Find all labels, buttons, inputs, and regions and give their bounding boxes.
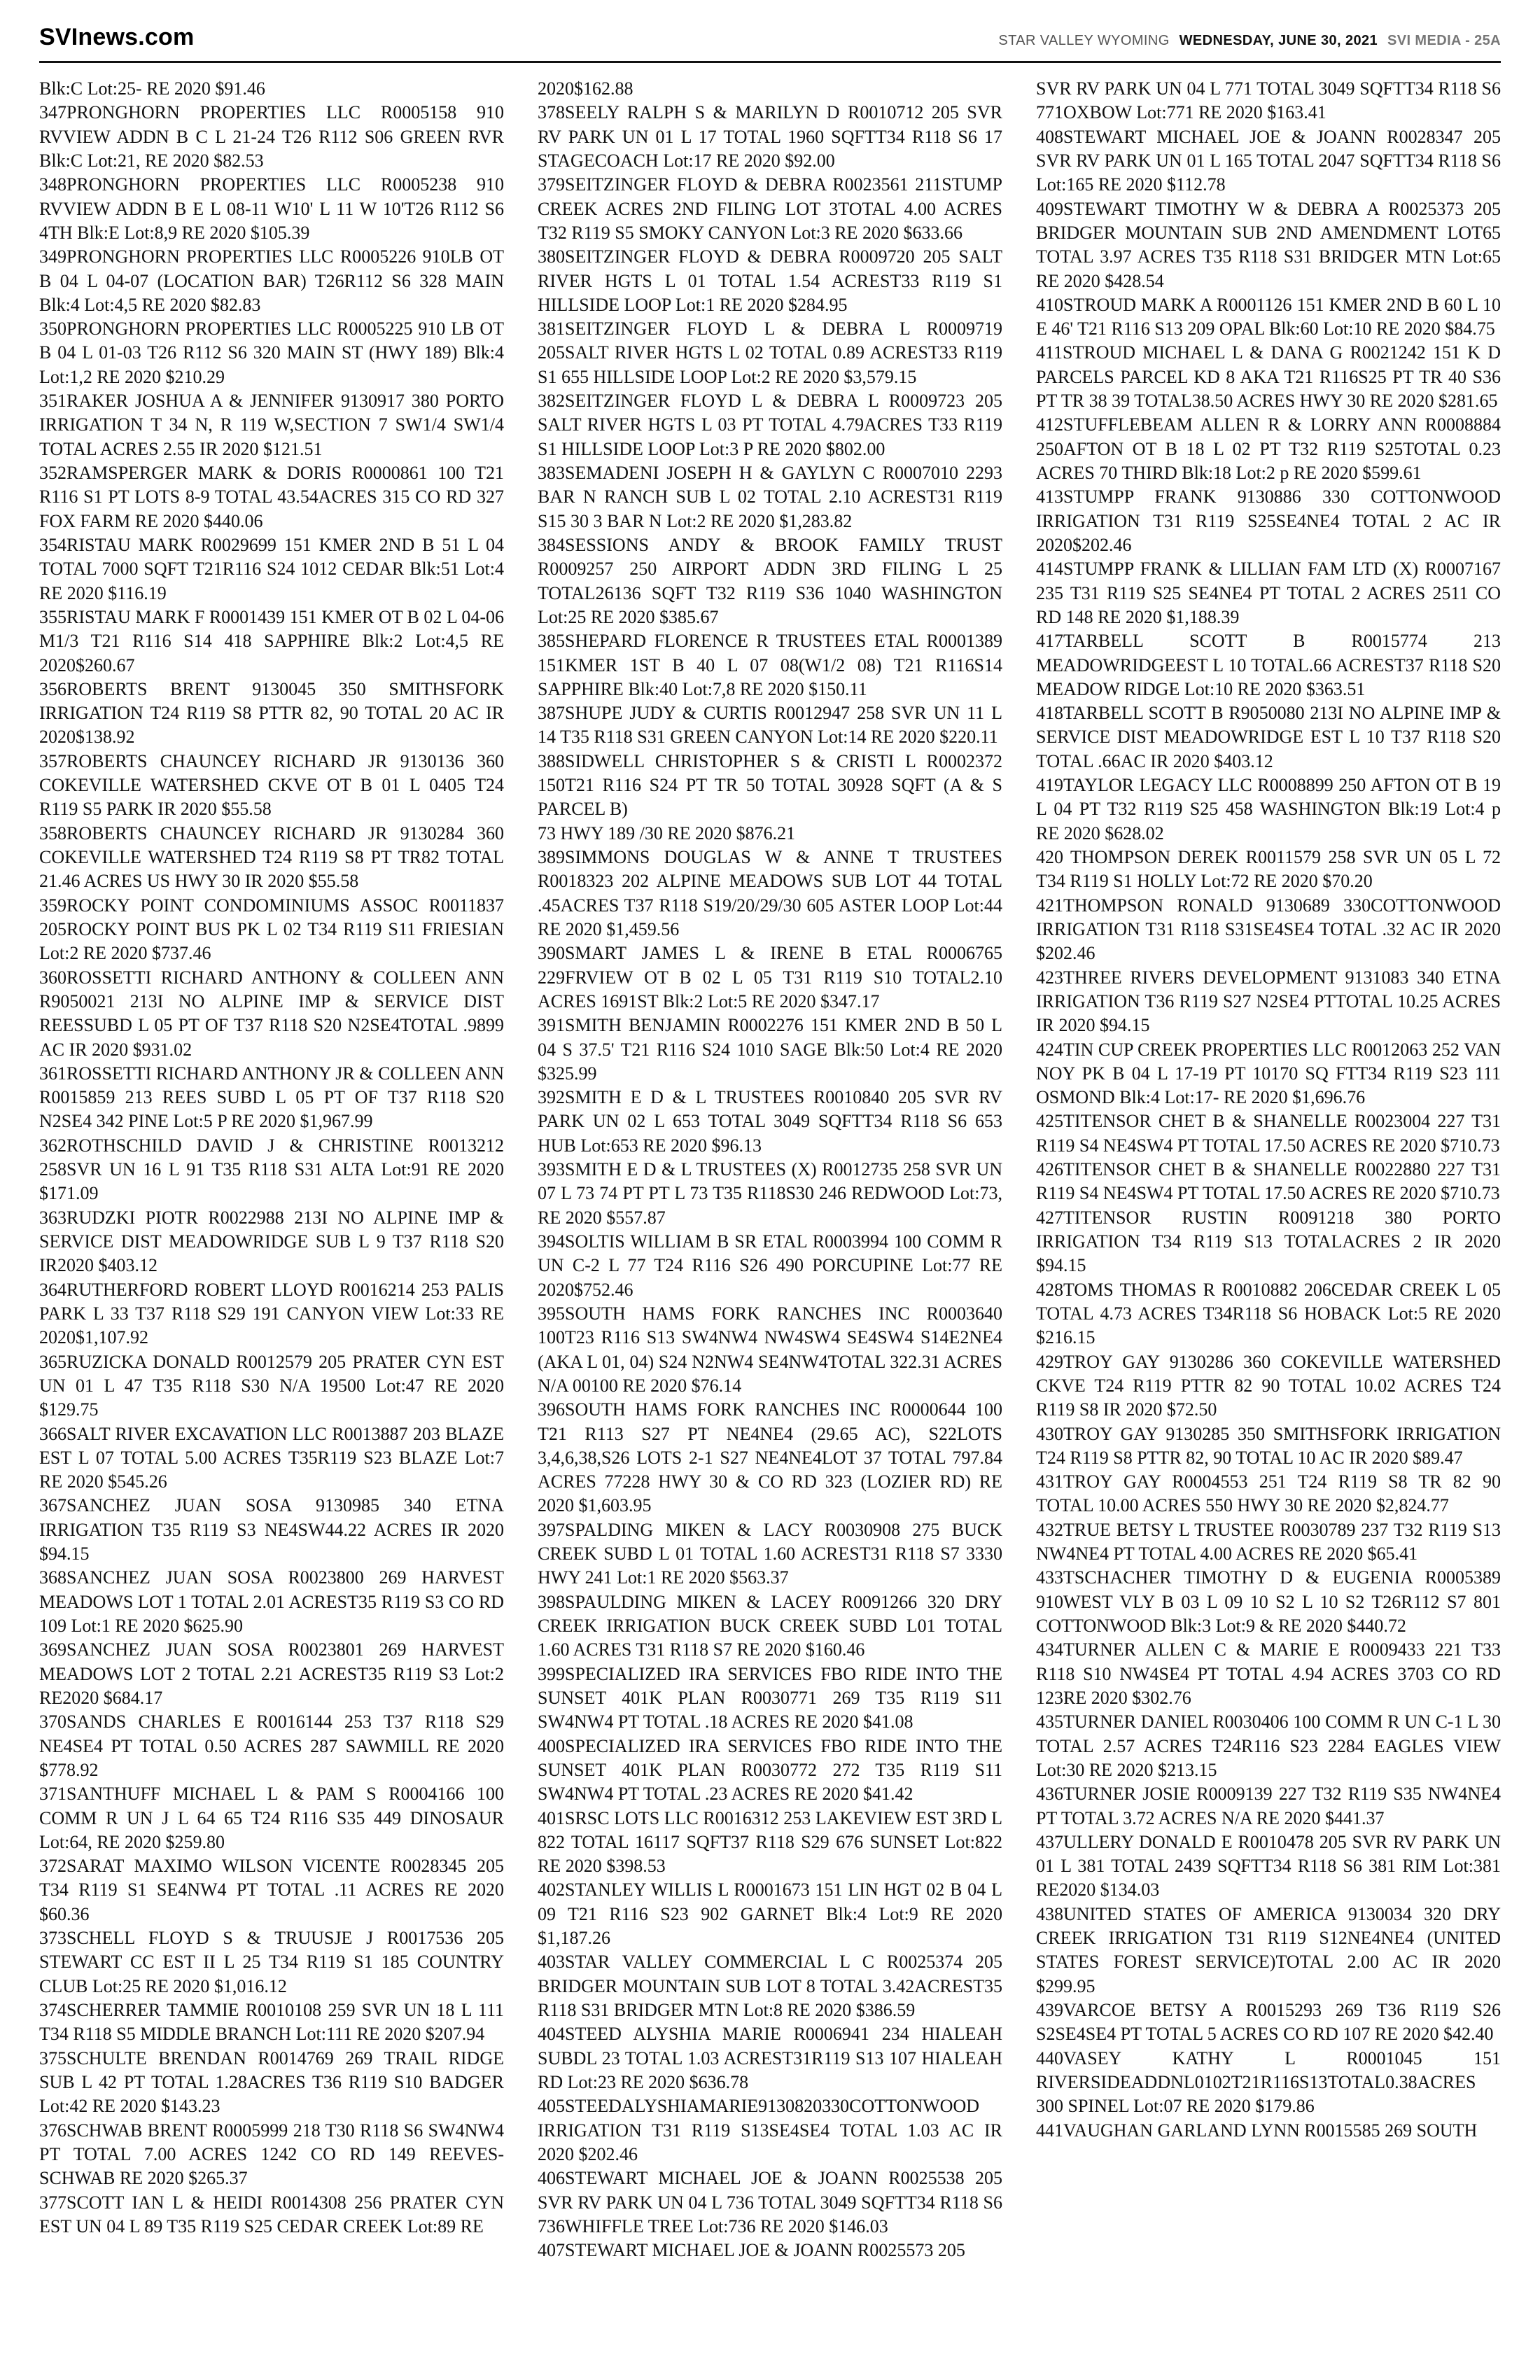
notice-column-1	[39, 77, 504, 2239]
issue-edition-page: SVI MEDIA - 25A	[1387, 33, 1501, 48]
notice-entry: 354RISTAU MARK R0029699 151 KMER 2ND B 51 L 04 TOTAL 7000 SQFT T21R116 S24 1012 CEDAR Blk:51 Lot:4 RE 2020 $116.19	[39, 534, 504, 603]
notice-entry: 397SPALDING MIKEN & LACY R0030908 275 BUCK CREEK SUBD L 01 TOTAL 1.60 ACREST31 R118 S7 3330 HWY 241 Lot:1 RE 2020 $563.37	[538, 1519, 1002, 1588]
notice-entry: 376SCHWAB BRENT R0005999 218 T30 R118 S6 SW4NW4 PT TOTAL 7.00 ACRES 1242 CO RD 149 REEVES-SCHWAB RE 2020 $265.37	[39, 2120, 504, 2189]
notice-entry: 384SESSIONS ANDY & BROOK FAMILY TRUST R0009257 250 AIRPORT ADDN 3RD FILING L 25 TOTAL26136 SQFT T32 R119 S36 1040 WASHINGTON Lot:25 RE 2020 $385.67	[538, 534, 1002, 627]
notice-entry: 364RUTHERFORD ROBERT LLOYD R0016214 253 PALIS PARK L 33 T37 R118 S29 191 CANYON VIEW Lot:33 RE 2020$1,107.92	[39, 1279, 504, 1348]
notice-entry: 359ROCKY POINT CONDOMINIUMS ASSOC R0011837 205ROCKY POINT BUS PK L 02 T34 R119 S11 FRIESIAN Lot:2 RE 2020 $737.46	[39, 895, 504, 964]
notice-entry: 387SHUPE JUDY & CURTIS R0012947 258 SVR UN 11 L 14 T35 R118 S31 GREEN CANYON Lot:14 RE 2020 $220.11	[538, 703, 1002, 748]
notice-entry: 431TROY GAY R0004553 251 T24 R119 S8 TR 82 90 TOTAL 10.00 ACRES 550 HWY 30 RE 2020 $2,824.77	[1036, 1471, 1501, 1516]
notice-entry: 347PRONGHORN PROPERTIES LLC R0005158 910 RVVIEW ADDN B C L 21-24 T26 R112 S06 GREEN RVR Blk:C Lot:21, RE 2020 $82.53	[39, 102, 504, 171]
notice-entry: 394SOLTIS WILLIAM B SR ETAL R0003994 100 COMM R UN C-2 L 77 T24 R116 S26 490 PORCUPINE Lot:77 RE 2020$752.46	[538, 1231, 1002, 1300]
notice-entry: 436TURNER JOSIE R0009139 227 T32 R119 S35 NW4NE4 PT TOTAL 3.72 ACRES N/A RE 2020 $441.37	[1036, 1784, 1501, 1828]
notice-entry: 403STAR VALLEY COMMERCIAL L C R0025374 205 BRIDGER MOUNTAIN SUB LOT 8 TOTAL 3.42ACREST35 R118 S31 BRIDGER MTN Lot:8 RE 2020 $386.59	[538, 1952, 1002, 2020]
notice-entry: SVR RV PARK UN 04 L 771 TOTAL 3049 SQFTT34 R118 S6 771OXBOW Lot:771 RE 2020 $163.41	[1036, 78, 1501, 123]
notice-entry: 2020$162.88	[538, 78, 634, 99]
notice-entry: 433TSCHACHER TIMOTHY D & EUGENIA R0005389 910WEST VLY B 03 L 09 10 S2 L 10 S2 T26R112 S7 801 COTTONWOOD Blk:3 Lot:9 & RE 2020 $440.72	[1036, 1567, 1501, 1636]
notice-entry: 370SANDS CHARLES E R0016144 253 T37 R118 S29 NE4SE4 PT TOTAL 0.50 ACRES 287 SAWMILL RE 2020 $778.92	[39, 1712, 504, 1780]
notice-entry: 401SRSC LOTS LLC R0016312 253 LAKEVIEW EST 3RD L 822 TOTAL 16117 SQFT37 R118 S29 676 SUNSET Lot:822 RE 2020 $398.53	[538, 1807, 1002, 1877]
notice-entry: 360ROSSETTI RICHARD ANTHONY & COLLEEN ANN R9050021 213I NO ALPINE IMP & SERVICE DIST REESSUBD L 05 PT OF T37 R118 S20 N2SE4TOTAL .9899 AC IR 2020 $931.02	[39, 967, 504, 1060]
notice-entry: 374SCHERRER TAMMIE R0010108 259 SVR UN 18 L 111 T34 R118 S5 MIDDLE BRANCH Lot:111 RE 2020 $207.94	[39, 2000, 504, 2045]
notice-entry: 396SOUTH HAMS FORK RANCHES INC R0000644 100 T21 R113 S27 PT NE4NE4 (29.65 AC), S22LOTS 3,4,6,38,S26 LOTS 2-1 S27 NE4NE4LOT 37 TOTAL 797.84 ACRES 77228 HWY 30 & CO RD 323 (LOZIER RD) RE 2020 $1,603.95	[538, 1399, 1002, 1516]
notice-entry: 435TURNER DANIEL R0030406 100 COMM R UN C-1 L 30 TOTAL 2.57 ACRES T24R116 S23 2284 EAGLES VIEW Lot:30 RE 2020 $213.15	[1036, 1712, 1501, 1780]
notice-entry: 389SIMMONS DOUGLAS W & ANNE T TRUSTEES R0018323 202 ALPINE MEADOWS SUB LOT 44 TOTAL .45ACRES T37 R118 S19/20/29/30 605 ASTER LOOP Lot:44 RE 2020 $1,459.56	[538, 847, 1002, 939]
notice-entry: 366SALT RIVER EXCAVATION LLC R0013887 203 BLAZE EST L 07 TOTAL 5.00 ACRES T35R119 S23 BLAZE Lot:7 RE 2020 $545.26	[39, 1423, 504, 1492]
notice-entry: 411STROUD MICHAEL L & DANA G R0021242 151 K D PARCELS PARCEL KD 8 AKA T21 R116S25 PT TR 40 S36 PT TR 38 39 TOTAL38.50 ACRES HWY 30 RE 2020 $281.65	[1036, 342, 1501, 412]
notice-entry: 358ROBERTS CHAUNCEY RICHARD JR 9130284 360 COKEVILLE WATERSHED T24 R119 S8 PT TR82 TOTAL 21.46 ACRES US HWY 30 IR 2020 $55.58	[39, 822, 504, 892]
notice-column-3	[1036, 77, 1501, 2143]
notice-entry: 378SEELY RALPH S & MARILYN D R0010712 205 SVR RV PARK UN 01 L 17 TOTAL 1960 SQFTT34 R118 S6 17 STAGECOACH Lot:17 RE 2020 $92.00	[538, 102, 1002, 171]
notice-entry: 368SANCHEZ JUAN SOSA R0023800 269 HARVEST MEADOWS LOT 1 TOTAL 2.01 ACREST35 R119 S3 CO RD 109 Lot:1 RE 2020 $625.90	[39, 1567, 504, 1636]
issue-location: STAR VALLEY WYOMING	[998, 33, 1170, 48]
notice-entry: 409STEWART TIMOTHY W & DEBRA A R0025373 205 BRIDGER MOUNTAIN SUB 2ND AMENDMENT LOT65 TOTAL 3.97 ACRES T35 R118 S31 BRIDGER MTN Lot:65 RE 2020 $428.54	[1036, 198, 1501, 291]
notice-entry: 73 HWY 189 /30 RE 2020 $876.21	[538, 822, 796, 844]
notice-entry: 414STUMPP FRANK & LILLIAN FAM LTD (X) R0007167 235 T31 R119 S25 SE4NE4 PT TOTAL 2 ACRES 2511 CO RD 148 RE 2020 $1,188.39	[1036, 559, 1501, 627]
notice-entry: 412STUFFLEBEAM ALLEN R & LORRY ANN R0008884 250AFTON OT B 18 L 02 PT T32 R119 S25TOTAL 0.23 ACRES 70 THIRD Blk:18 Lot:2 p RE 2020 $599.61	[1036, 414, 1501, 483]
notice-entry: 385SHEPARD FLORENCE R TRUSTEES ETAL R0001389 151KMER 1ST B 40 L 07 08(W1/2 08) T21 R116S14 SAPPHIRE Blk:40 Lot:7,8 RE 2020 $150.11	[538, 631, 1002, 699]
notice-entry: 388SIDWELL CHRISTOPHER S & CRISTI L R0002372 150T21 R116 S24 PT TR 50 TOTAL 30928 SQFT (A & S PARCEL B)	[538, 750, 1002, 820]
notice-entry: 425TITENSOR CHET B & SHANELLE R0023004 227 T31 R119 S4 NE4SW4 PT TOTAL 17.50 ACRES RE 2020 $710.73	[1036, 1111, 1501, 1156]
notice-entry: 361ROSSETTI RICHARD ANTHONY JR & COLLEEN ANN R0015859 213 REES SUBD L 05 PT OF T37 R118 S20 N2SE4 342 PINE Lot:5 P RE 2020 $1,967.99	[39, 1063, 504, 1132]
notice-entry: 419TAYLOR LEGACY LLC R0008899 250 AFTON OT B 19 L 04 PT T32 R119 S25 458 WASHINGTON Blk:19 Lot:4 p RE 2020 $628.02	[1036, 775, 1501, 844]
notice-entry: 439VARCOE BETSY A R0015293 269 T36 R119 S26 S2SE4SE4 PT TOTAL 5 ACRES CO RD 107 RE 2020 $42.40	[1036, 2000, 1501, 2045]
notice-entry: 383SEMADENI JOSEPH H & GAYLYN C R0007010 2293 BAR N RANCH SUB L 02 TOTAL 2.10 ACREST31 R119 S15 30 3 BAR N Lot:2 RE 2020 $1,283.82	[538, 463, 1002, 531]
notice-entry: 371SANTHUFF MICHAEL L & PAM S R0004166 100 COMM R UN J L 64 65 T24 R116 S35 449 DINOSAUR Lot:64, RE 2020 $259.80	[39, 1784, 504, 1852]
notice-entry: 420 THOMPSON DEREK R0011579 258 SVR UN 05 L 72 T34 R119 S1 HOLLY Lot:72 RE 2020 $70.20	[1036, 847, 1501, 892]
notice-entry: 428TOMS THOMAS R R0010882 206CEDAR CREEK L 05 TOTAL 4.73 ACRES T34R118 S6 HOBACK Lot:5 RE 2020 $216.15	[1036, 1279, 1501, 1348]
notice-entry: 391SMITH BENJAMIN R0002276 151 KMER 2ND B 50 L 04 S 37.5' T21 R116 S24 1010 SAGE Blk:50 Lot:4 RE 2020 $325.99	[538, 1015, 1002, 1084]
notice-entry: 348PRONGHORN PROPERTIES LLC R0005238 910 RVVIEW ADDN B E L 08-11 W10' L 11 W 10'T26 R112 S6 4TH Blk:E Lot:8,9 RE 2020 $105.39	[39, 174, 504, 243]
masthead-divider	[39, 61, 1501, 63]
issue-date: WEDNESDAY, JUNE 30, 2021	[1179, 33, 1378, 48]
notice-entry: 441VAUGHAN GARLAND LYNN R0015585 269 SOUTH	[1036, 2120, 1478, 2141]
notice-entry: 381SEITZINGER FLOYD L & DEBRA L R0009719 205SALT RIVER HGTS L 02 TOTAL 0.89 ACREST33 R119 S1 655 HILLSIDE LOOP Lot:2 RE 2020 $3,579.15	[538, 318, 1002, 387]
notice-columns	[39, 77, 1501, 2262]
notice-entry: 356ROBERTS BRENT 9130045 350 SMITHSFORK IRRIGATION T24 R119 S8 PTTR 82, 90 TOTAL 20 AC IR 2020$138.92	[39, 678, 504, 748]
notice-entry: 357ROBERTS CHAUNCEY RICHARD JR 9130136 360 COKEVILLE WATERSHED CKVE OT B 01 L 0405 T24 R119 S5 PARK IR 2020 $55.58	[39, 750, 504, 820]
notice-entry: 369SANCHEZ JUAN SOSA R0023801 269 HARVEST MEADOWS LOT 2 TOTAL 2.21 ACREST35 R119 S3 Lot:2 RE2020 $684.17	[39, 1639, 504, 1708]
notice-entry: 406STEWART MICHAEL JOE & JOANN R0025538 205 SVR RV PARK UN 04 L 736 TOTAL 3049 SQFTT34 R118 S6 736WHIFFLE TREE Lot:736 RE 2020 $146.03	[538, 2168, 1002, 2236]
notice-entry: 421THOMPSON RONALD 9130689 330COTTONWOOD IRRIGATION T31 R118 S31SE4SE4 TOTAL .32 AC IR 2020 $202.46	[1036, 895, 1501, 964]
notice-entry: 410STROUD MARK A R0001126 151 KMER 2ND B 60 L 10 E 46' T21 R116 S13 209 OPAL Blk:60 Lot:10 RE 2020 $84.75	[1036, 294, 1501, 340]
notice-entry: 380SEITZINGER FLOYD & DEBRA R0009720 205 SALT RIVER HGTS L 01 TOTAL 1.54 ACREST33 R119 S1 HILLSIDE LOOP Lot:1 RE 2020 $284.95	[538, 246, 1002, 315]
notice-entry: 413STUMPP FRANK 9130886 330 COTTONWOOD IRRIGATION T31 R119 S25SE4NE4 TOTAL 2 AC IR 2020$202.46	[1036, 486, 1501, 555]
notice-entry: 440VASEY KATHY L R0001045 151 RIVERSIDEADDNL0102T21R116S13TOTAL0.38ACRES 300 SPINEL Lot:07 RE 2020 $179.86	[1036, 2047, 1501, 2117]
notice-entry: 362ROTHSCHILD DAVID J & CHRISTINE R0013212 258SVR UN 16 L 91 T35 R118 S31 ALTA Lot:91 RE 2020 $171.09	[39, 1135, 504, 1204]
notice-entry: 426TITENSOR CHET B & SHANELLE R0022880 227 T31 R119 S4 NE4SW4 PT TOTAL 17.50 ACRES RE 2020 $710.73	[1036, 1159, 1501, 1204]
notice-entry: 372SARAT MAXIMO WILSON VICENTE R0028345 205 T34 R119 S1 SE4NW4 PT TOTAL .11 ACRES RE 2020 $60.36	[39, 1856, 504, 1924]
notice-entry: 349PRONGHORN PROPERTIES LLC R0005226 910LB OT B 04 L 04-07 (LOCATION BAR) T26R112 S6 328 MAIN Blk:4 Lot:4,5 RE 2020 $82.83	[39, 246, 504, 315]
masthead	[39, 24, 1501, 51]
notice-entry: 390SMART JAMES L & IRENE B ETAL R0006765 229FRVIEW OT B 02 L 05 T31 R119 S10 TOTAL2.10 ACRES 1691ST Blk:2 Lot:5 RE 2020 $347.17	[538, 943, 1002, 1011]
notice-entry: 400SPECIALIZED IRA SERVICES FBO RIDE INTO THE SUNSET 401K PLAN R0030772 272 T35 R119 S11 SW4NW4 PT TOTAL .23 ACRES RE 2020 $41.42	[538, 1735, 1002, 1805]
notice-entry: 398SPAULDING MIKEN & LACEY R0091266 320 DRY CREEK IRRIGATION BUCK CREEK SUBD L01 TOTAL 1.60 ACRES T31 R118 S7 RE 2020 $160.46	[538, 1591, 1002, 1660]
notice-entry: 392SMITH E D & L TRUSTEES R0010840 205 SVR RV PARK UN 02 L 653 TOTAL 3049 SQFTT34 R118 S6 653 HUB Lot:653 RE 2020 $96.13	[538, 1087, 1002, 1156]
notice-entry: 363RUDZKI PIOTR R0022988 213I NO ALPINE IMP & SERVICE DIST MEADOWRIDGE SUB L 9 T37 R118 S20 IR2020 $403.12	[39, 1207, 504, 1276]
notice-entry: 382SEITZINGER FLOYD L & DEBRA L R0009723 205 SALT RIVER HGTS L 03 PT TOTAL 4.79ACRES T33 R119 S1 HILLSIDE LOOP Lot:3 P RE 2020 $802.00	[538, 391, 1002, 459]
notice-entry: 379SEITZINGER FLOYD & DEBRA R0023561 211STUMP CREEK ACRES 2ND FILING LOT 3TOTAL 4.00 ACRES T32 R119 S5 SMOKY CANYON Lot:3 RE 2020 $633.66	[538, 174, 1002, 243]
notice-entry: 365RUZICKA DONALD R0012579 205 PRATER CYN EST UN 01 L 47 T35 R118 S30 N/A 19500 Lot:47 RE 2020 $129.75	[39, 1351, 504, 1420]
notice-entry: 427TITENSOR RUSTIN R0091218 380 PORTO IRRIGATION T34 R119 S13 TOTALACRES 2 IR 2020 $94.15	[1036, 1207, 1501, 1276]
notice-entry: 429TROY GAY 9130286 360 COKEVILLE WATERSHED CKVE T24 R119 PTTR 82 90 TOTAL 10.02 ACRES T24 R119 S8 IR 2020 $72.50	[1036, 1351, 1501, 1420]
notice-entry: 432TRUE BETSY L TRUSTEE R0030789 237 T32 R119 S13 NW4NE4 PT TOTAL 4.00 ACRES RE 2020 $65.41	[1036, 1519, 1501, 1564]
notice-entry: 434TURNER ALLEN C & MARIE E R0009433 221 T33 R118 S10 NW4SE4 PT TOTAL 4.94 ACRES 3703 CO RD 123RE 2020 $302.76	[1036, 1639, 1501, 1708]
notice-entry: 402STANLEY WILLIS L R0001673 151 LIN HGT 02 B 04 L 09 T21 R116 S23 902 GARNET Blk:4 Lot:9 RE 2020 $1,187.26	[538, 1879, 1002, 1949]
issue-line	[998, 33, 1501, 49]
notice-entry: 395SOUTH HAMS FORK RANCHES INC R0003640 100T23 R116 S13 SW4NW4 NW4SW4 SE4SW4 S14E2NE4 (AKA L 01, 04) S24 N2NW4 SE4NW4TOTAL 322.31 ACRES N/A 00100 RE 2020 $76.14	[538, 1303, 1002, 1396]
notice-entry: 437ULLERY DONALD E R0010478 205 SVR RV PARK UN 01 L 381 TOTAL 2439 SQFTT34 R118 S6 381 RIM Lot:381 RE2020 $134.03	[1036, 1831, 1501, 1900]
site-brand: SVInews.com	[39, 24, 195, 50]
notice-entry: 377SCOTT IAN L & HEIDI R0014308 256 PRATER CYN EST UN 04 L 89 T35 R119 S25 CEDAR CREEK Lot:89 RE	[39, 2192, 504, 2236]
notice-entry: 417TARBELL SCOTT B R0015774 213 MEADOWRIDGEEST L 10 TOTAL.66 ACREST37 R118 S20 MEADOW RIDGE Lot:10 RE 2020 $363.51	[1036, 631, 1501, 699]
notice-entry: 352RAMSPERGER MARK & DORIS R0000861 100 T21 R116 S1 PT LOTS 8-9 TOTAL 43.54ACRES 315 CO RD 327 FOX FARM RE 2020 $440.06	[39, 463, 504, 531]
notice-entry: Blk:C Lot:25- RE 2020 $91.46	[39, 78, 265, 99]
notice-entry: 375SCHULTE BRENDAN R0014769 269 TRAIL RIDGE SUB L 42 PT TOTAL 1.28ACRES T36 R119 S10 BADGER Lot:42 RE 2020 $143.23	[39, 2047, 504, 2117]
notice-entry: 438UNITED STATES OF AMERICA 9130034 320 DRY CREEK IRRIGATION T31 R119 S12NE4NE4 (UNITED STATES FOREST SERVICE)TOTAL 2.00 AC IR 2020 $299.95	[1036, 1903, 1501, 1996]
notice-entry: 404STEED ALYSHIA MARIE R0006941 234 HIALEAH SUBDL 23 TOTAL 1.03 ACREST31R119 S13 107 HIALEAH RD Lot:23 RE 2020 $636.78	[538, 2024, 1002, 2092]
notice-entry: 367SANCHEZ JUAN SOSA 9130985 340 ETNA IRRIGATION T35 R119 S3 NE4SW44.22 ACRES IR 2020 $94.15	[39, 1495, 504, 1564]
notice-entry: 418TARBELL SCOTT B R9050080 213I NO ALPINE IMP & SERVICE DIST MEADOWRIDGE EST L 10 T37 R118 S20 TOTAL .66AC IR 2020 $403.12	[1036, 703, 1501, 771]
notice-entry: 405STEEDALYSHIAMARIE9130820330COTTONWOOD IRRIGATION T31 R119 S13SE4SE4 TOTAL 1.03 AC IR 2020 $202.46	[538, 2096, 1002, 2164]
notice-entry: 351RAKER JOSHUA A & JENNIFER 9130917 380 PORTO IRRIGATION T 34 N, R 119 W,SECTION 7 SW1/4 SW1/4 TOTAL ACRES 2.55 IR 2020 $121.51	[39, 391, 504, 459]
notice-entry: 408STEWART MICHAEL JOE & JOANN R0028347 205 SVR RV PARK UN 01 L 165 TOTAL 2047 SQFTT34 R118 S6 Lot:165 RE 2020 $112.78	[1036, 126, 1501, 195]
notice-entry: 373SCHELL FLOYD S & TRUUSJE J R0017536 205 STEWART CC EST II L 25 T34 R119 S1 185 COUNTRY CLUB Lot:25 RE 2020 $1,016.12	[39, 1928, 504, 1996]
notice-entry: 407STEWART MICHAEL JOE & JOANN R0025573 205	[538, 2240, 965, 2261]
notice-column-2	[538, 77, 1002, 2262]
notice-entry: 430TROY GAY 9130285 350 SMITHSFORK IRRIGATION T24 R119 S8 PTTR 82, 90 TOTAL 10 AC IR 2020 $89.47	[1036, 1423, 1501, 1468]
notice-entry: 423THREE RIVERS DEVELOPMENT 9131083 340 ETNA IRRIGATION T36 R119 S27 N2SE4 PTTOTAL 10.25 ACRES IR 2020 $94.15	[1036, 967, 1501, 1036]
notice-entry: 393SMITH E D & L TRUSTEES (X) R0012735 258 SVR UN 07 L 73 74 PT PT L 73 T35 R118S30 246 REDWOOD Lot:73, RE 2020 $557.87	[538, 1159, 1002, 1228]
notice-entry: 355RISTAU MARK F R0001439 151 KMER OT B 02 L 04-06 M1/3 T21 R116 S14 418 SAPPHIRE Blk:2 Lot:4,5 RE 2020$260.67	[39, 606, 504, 676]
notice-entry: 424TIN CUP CREEK PROPERTIES LLC R0012063 252 VAN NOY PK B 04 L 17-19 PT 10170 SQ FTT34 R119 S23 111 OSMOND Blk:4 Lot:17- RE 2020 $1,696.76	[1036, 1039, 1501, 1108]
notice-entry: 350PRONGHORN PROPERTIES LLC R0005225 910 LB OT B 04 L 01-03 T26 R112 S6 320 MAIN ST (HWY 189) Blk:4 Lot:1,2 RE 2020 $210.29	[39, 318, 504, 387]
notice-entry: 399SPECIALIZED IRA SERVICES FBO RIDE INTO THE SUNSET 401K PLAN R0030771 269 T35 R119 S11 SW4NW4 PT TOTAL .18 ACRES RE 2020 $41.08	[538, 1663, 1002, 1732]
